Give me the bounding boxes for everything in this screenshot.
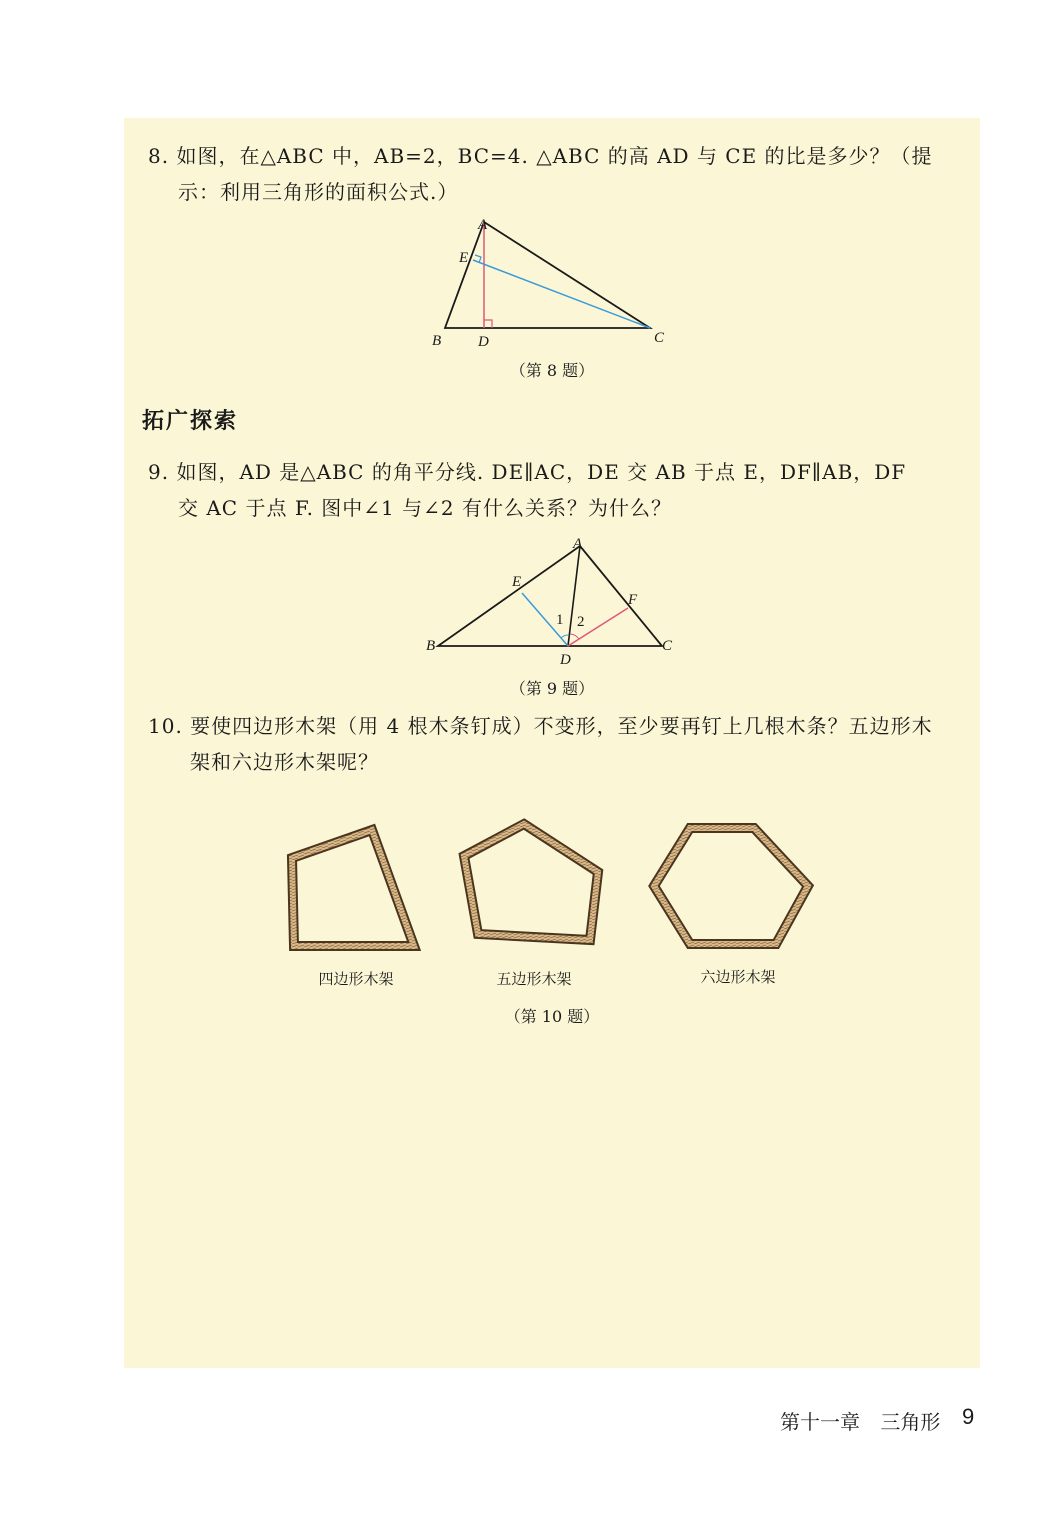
problem-10-text-cont: 架和六边形木架呢？ bbox=[190, 750, 379, 774]
problem-10-number: 10. bbox=[148, 714, 183, 738]
angle-1-label: 1 bbox=[556, 612, 564, 628]
problem-8-text: 如图，在△ABC 中，AB=2，BC=4. △ABC 的高 AD 与 CE 的比是多少？（提 bbox=[176, 144, 933, 168]
label-quadrilateral-frame: 四边形木架 bbox=[318, 970, 394, 988]
angle-2-label: 2 bbox=[577, 614, 585, 630]
angle-2-arc bbox=[570, 634, 579, 639]
problem-9-text: 如图，AD 是△ABC 的角平分线. DE∥AC，DE 交 AB 于点 E，DF∥AB，DF bbox=[176, 460, 907, 484]
right-angle-d bbox=[484, 320, 492, 328]
caption-9: （第 9 题） bbox=[509, 679, 595, 698]
pentagon-frame-outline bbox=[464, 824, 598, 940]
label-e-9: E bbox=[512, 574, 522, 590]
footer-title: 三角形 bbox=[880, 1410, 941, 1434]
label-a-9: A bbox=[573, 536, 583, 552]
figure-9-triangle bbox=[416, 532, 688, 672]
problem-8 bbox=[148, 138, 958, 210]
page-footer bbox=[780, 1406, 954, 1435]
problem-10 bbox=[148, 708, 958, 780]
label-b-9: B bbox=[426, 638, 436, 654]
altitude-ce bbox=[473, 260, 650, 328]
triangle-abc bbox=[445, 222, 650, 328]
figure-8-triangle bbox=[420, 212, 680, 352]
caption-8: （第 8 题） bbox=[509, 361, 595, 380]
label-e: E bbox=[459, 250, 469, 266]
angle-1-arc bbox=[561, 635, 569, 638]
label-d: D bbox=[478, 334, 489, 350]
label-f-9: F bbox=[628, 592, 638, 608]
problem-8-number: 8. bbox=[148, 144, 170, 168]
label-c-9: C bbox=[662, 638, 673, 654]
footer-chapter: 第十一章 bbox=[780, 1410, 860, 1434]
problem-9-number: 9. bbox=[148, 460, 170, 484]
label-c: C bbox=[654, 330, 665, 346]
hexagon-frame bbox=[654, 828, 808, 944]
label-d-9: D bbox=[560, 652, 571, 668]
problem-10-text: 要使四边形木架（用 4 根木条钉成）不变形，至少要再钉上几根木条？五边形木 bbox=[190, 714, 933, 738]
bisector-ad bbox=[568, 546, 580, 646]
label-b: B bbox=[432, 333, 442, 349]
page-number: 9 bbox=[962, 1404, 975, 1429]
label-pentagon-frame: 五边形木架 bbox=[496, 970, 572, 988]
section-title: 拓广探索 bbox=[142, 409, 239, 434]
problem-9 bbox=[148, 454, 958, 526]
wooden-frames bbox=[280, 818, 820, 958]
problem-8-text-cont: 示：利用三角形的面积公式.） bbox=[178, 180, 459, 204]
problem-9-text-cont: 交 AC 于点 F. 图中∠1 与∠2 有什么关系？为什么？ bbox=[178, 496, 672, 520]
caption-10: （第 10 题） bbox=[504, 1007, 600, 1026]
label-hexagon-frame: 六边形木架 bbox=[700, 968, 776, 986]
label-a: A bbox=[478, 217, 488, 233]
